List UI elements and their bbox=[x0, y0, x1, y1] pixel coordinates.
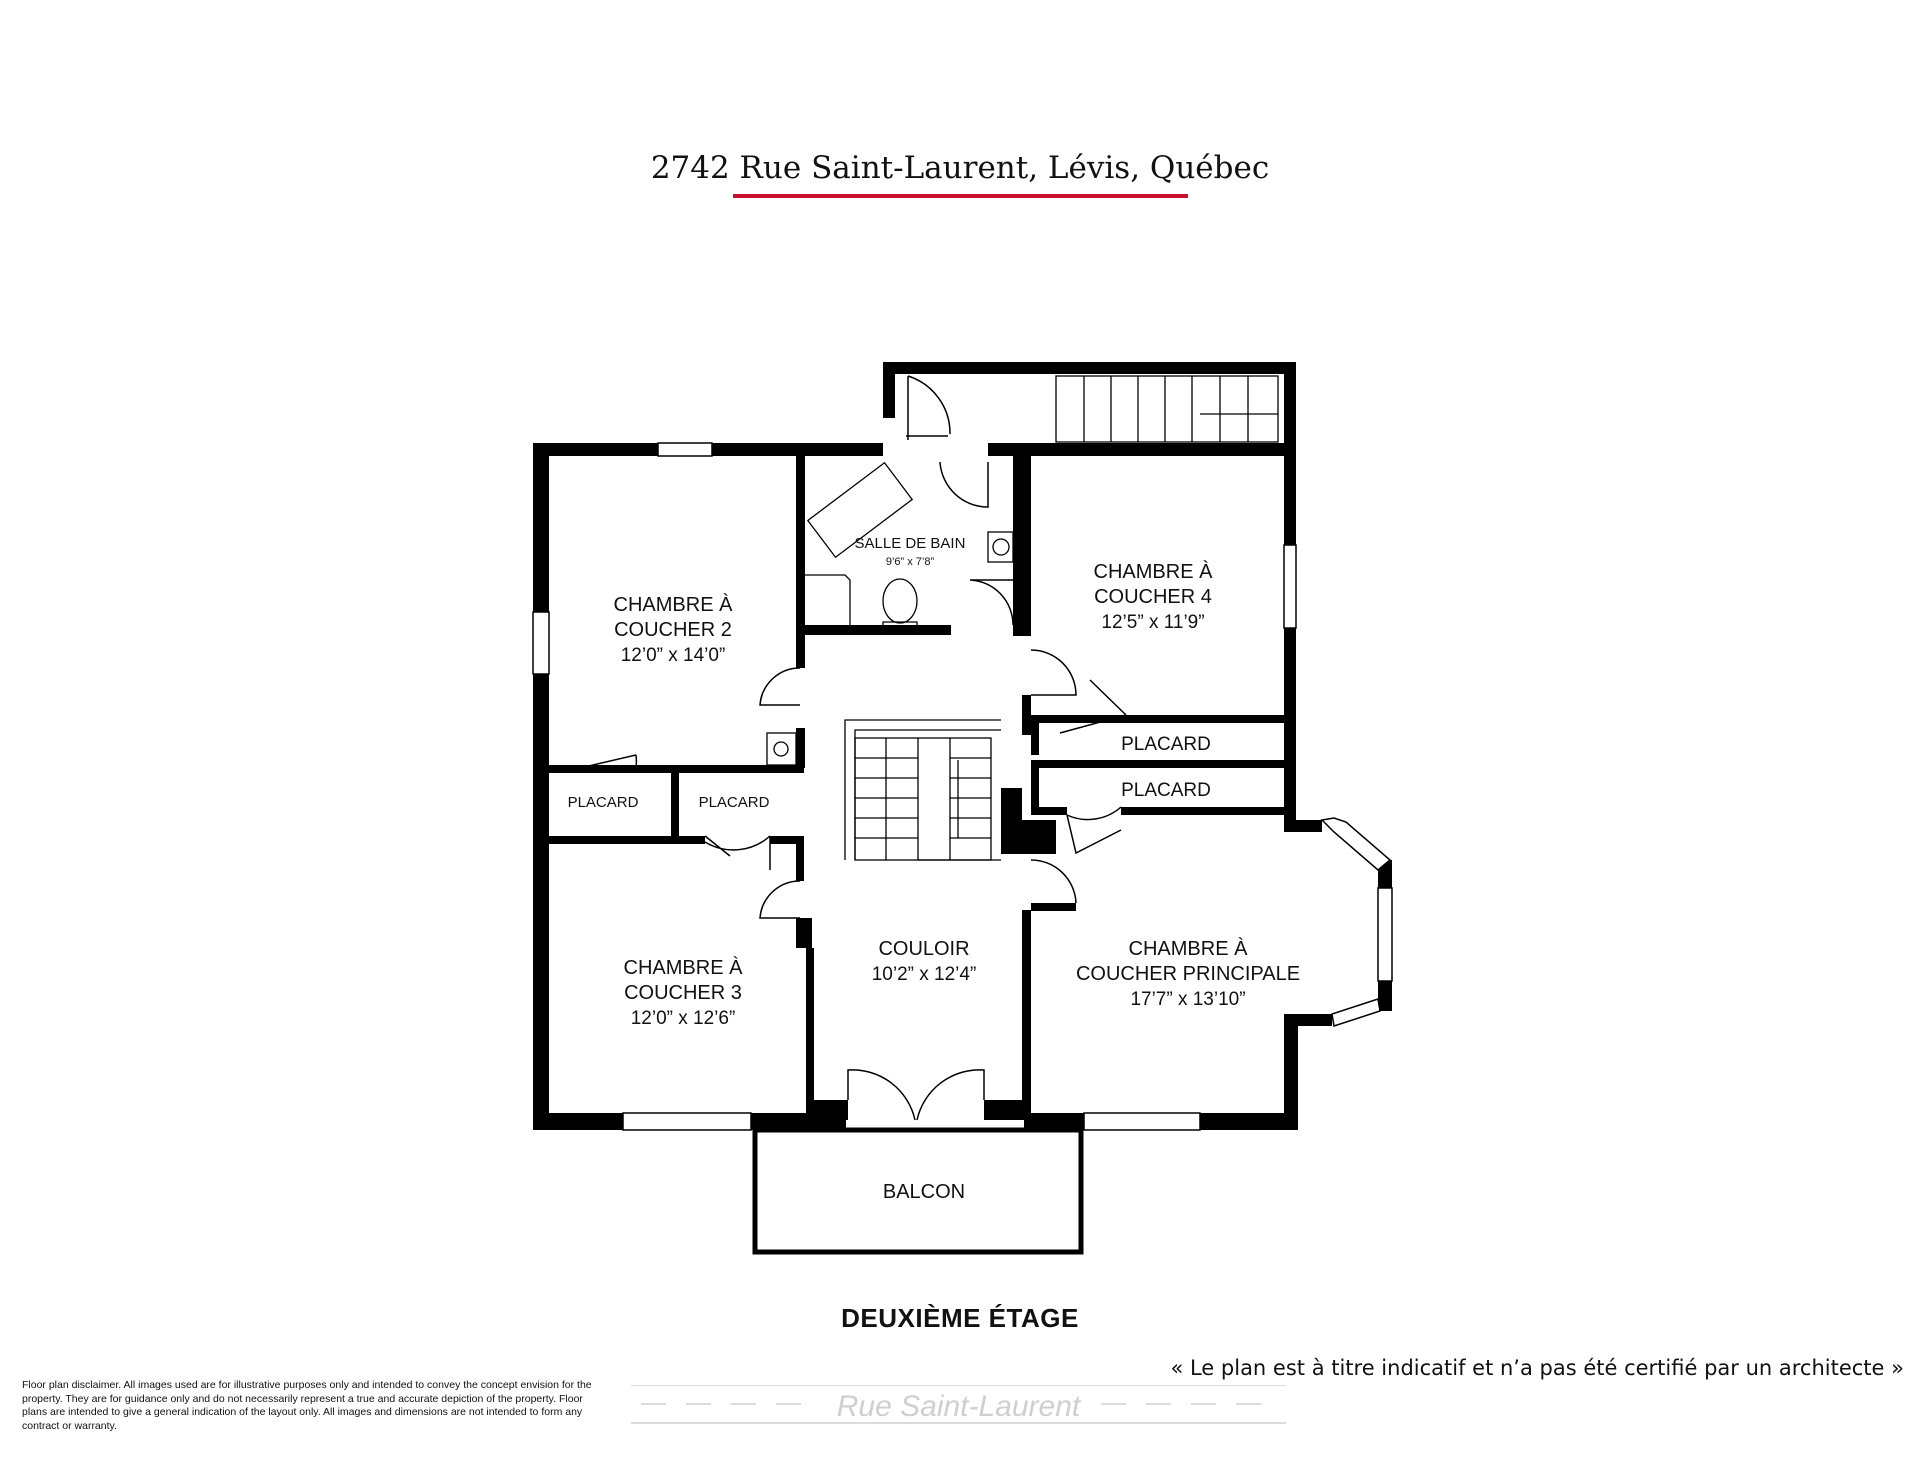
wall-hall-right-door bbox=[1031, 903, 1076, 911]
window-ch2-left bbox=[533, 612, 549, 674]
wall-bath-right bbox=[1013, 456, 1022, 636]
door-ch3 bbox=[760, 881, 800, 918]
wall-ch4-bottom-post bbox=[1031, 715, 1039, 755]
label-ch3-line2: COUCHER 3 bbox=[624, 982, 742, 1004]
window-ch3-bottom bbox=[623, 1113, 751, 1130]
wall-bottom-left bbox=[533, 1113, 623, 1130]
wall-balcon-door-right bbox=[984, 1100, 1024, 1120]
floor-plan-disclaimer: Floor plan disclaimer. All images used are for illustrative purposes only and intended to convey the concept envision for the property. They are for guidance only and do not necessarily represent a true and accurate depiction of the property. Floor plans are intended to give a general indication of the layout only. All images and dimensions are not intended to form any contract or warranty. bbox=[22, 1379, 592, 1432]
wall-stair-top bbox=[883, 362, 1296, 374]
wall-placard-divider bbox=[671, 773, 679, 840]
window-bay-bottom bbox=[1332, 999, 1380, 1026]
toilet bbox=[883, 579, 917, 623]
wall-ch3-right-upper bbox=[796, 836, 804, 881]
plan-address-title: 2742 Rue Saint-Laurent, Lévis, Québec bbox=[650, 150, 1270, 186]
sink-ch2 bbox=[767, 733, 796, 765]
stair-top bbox=[1056, 376, 1278, 442]
label-balcon: BALCON bbox=[882, 1181, 966, 1203]
label-couloir-dim: 10’2” x 12’4” bbox=[871, 964, 977, 985]
label-ch3-line1: CHAMBRE À bbox=[623, 957, 743, 979]
wall-ch2-right-mid bbox=[796, 728, 805, 768]
wall-placard-r-mid bbox=[1031, 760, 1296, 768]
window-bay-top bbox=[1322, 818, 1390, 870]
door-bath-top bbox=[940, 462, 988, 507]
door-placard-2 bbox=[705, 836, 770, 870]
window-ch4-right bbox=[1284, 545, 1296, 628]
wall-stair-right bbox=[1022, 695, 1031, 735]
wall-bath-left bbox=[796, 456, 805, 636]
wall-master-right-top bbox=[1284, 820, 1322, 832]
wall-outer-left bbox=[533, 443, 549, 1130]
wall-top-middle bbox=[988, 443, 1291, 456]
window-ch2-top bbox=[658, 443, 712, 456]
door-ch2 bbox=[760, 668, 800, 705]
wall-placard-r-left bbox=[1031, 760, 1039, 815]
wall-bay-bottom-post bbox=[1378, 981, 1392, 1011]
wall-bottom-master-left bbox=[1024, 1113, 1084, 1130]
wall-balcon-door-left bbox=[806, 1100, 848, 1120]
label-placard-r2: PLACARD bbox=[1121, 780, 1211, 801]
certification-note: « Le plan est à titre indicatif et n’a pas été certifié par un architecte » bbox=[1170, 1356, 1904, 1380]
wall-ch3-top bbox=[549, 836, 705, 844]
label-bath-name: SALLE DE BAIN bbox=[854, 535, 966, 552]
street-name: Rue Saint-Laurent bbox=[836, 1390, 1081, 1423]
label-ch2-dim: 12’0” x 14’0” bbox=[620, 645, 726, 666]
bath-vanity bbox=[805, 575, 850, 625]
label-ch4-dim: 12’5” x 11’9” bbox=[1101, 612, 1205, 633]
wall-ch4-left bbox=[1022, 456, 1031, 636]
wall-placard-r-bottom-b bbox=[1121, 807, 1296, 815]
door-placard-r1 bbox=[1060, 680, 1126, 733]
stair-top-treads bbox=[1084, 376, 1248, 442]
wall-stair-block-b bbox=[1022, 820, 1056, 854]
door-balcon bbox=[848, 1070, 984, 1120]
door-master bbox=[1031, 860, 1076, 903]
label-master-line1: CHAMBRE À bbox=[1128, 938, 1248, 960]
label-couloir-name: COULOIR bbox=[878, 938, 970, 960]
wall-ch2-right-upper bbox=[796, 636, 805, 668]
door-ch4 bbox=[1031, 650, 1076, 695]
wall-placard-r-top bbox=[1121, 715, 1296, 723]
label-placard-r1: PLACARD bbox=[1121, 734, 1211, 755]
stair-center-treads bbox=[855, 758, 991, 838]
stair-center-stringers bbox=[886, 738, 950, 860]
wall-stair-block bbox=[1001, 788, 1022, 854]
label-ch2-line1: CHAMBRE À bbox=[613, 594, 733, 616]
label-master-dim: 17’7” x 13’10” bbox=[1130, 989, 1246, 1010]
wall-bottom-master-right bbox=[1200, 1113, 1298, 1130]
label-ch4-line1: CHAMBRE À bbox=[1093, 561, 1213, 583]
floor-name: DEUXIÈME ÉTAGE bbox=[841, 1303, 1079, 1333]
window-master-bottom bbox=[1084, 1113, 1200, 1130]
wall-hall-right-b bbox=[1022, 910, 1031, 1113]
door-bath-bottom bbox=[970, 580, 1013, 625]
door-stair-bath bbox=[906, 376, 950, 440]
label-ch3-dim: 12’0” x 12’6” bbox=[630, 1008, 736, 1029]
wall-ch3-right-lower-a bbox=[796, 918, 812, 948]
wall-ch3-right-lower-b bbox=[806, 948, 814, 1113]
wall-master-right-lower bbox=[1284, 1014, 1298, 1129]
label-placard-l1: PLACARD bbox=[567, 794, 639, 811]
stair-center-rail bbox=[845, 720, 1001, 860]
label-bath-dim: 9’6” x 7’8” bbox=[885, 556, 935, 568]
window-bay-right bbox=[1378, 888, 1392, 981]
label-placard-l2: PLACARD bbox=[698, 794, 770, 811]
stair-center bbox=[855, 738, 991, 860]
label-master-line2: COUCHER PRINCIPALE bbox=[1075, 963, 1301, 985]
wall-master-bay-bottom bbox=[1284, 1014, 1332, 1026]
wall-bath-bottom bbox=[805, 625, 951, 635]
label-ch2-line2: COUCHER 2 bbox=[614, 619, 732, 641]
label-ch4-line2: COUCHER 4 bbox=[1094, 586, 1212, 608]
door-placard-r2 bbox=[1067, 807, 1121, 853]
